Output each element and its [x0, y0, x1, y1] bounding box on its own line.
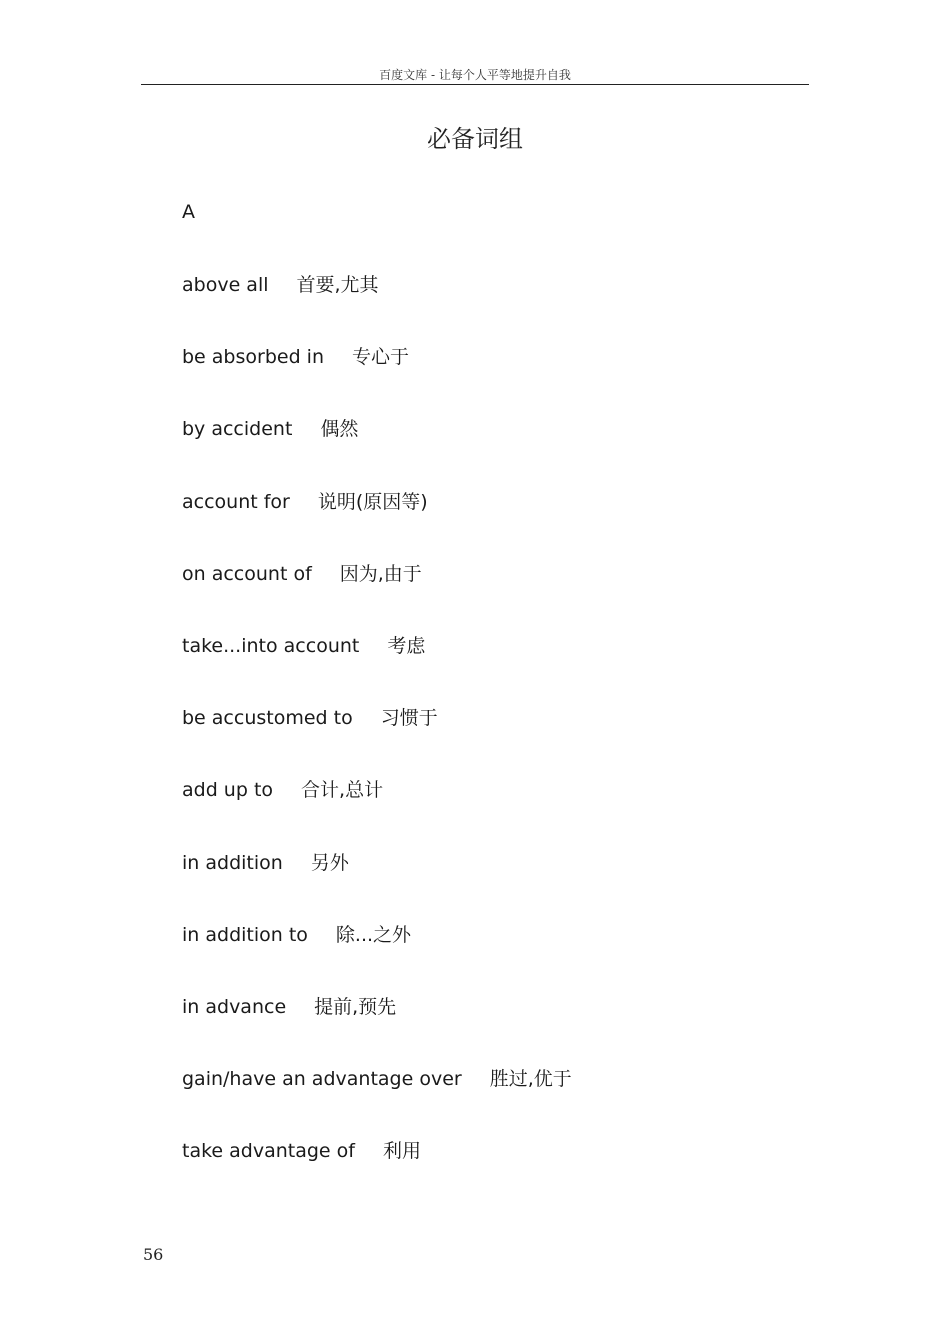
list-item [182, 922, 572, 994]
list-item [182, 561, 572, 633]
phrase-text: take advantage of [182, 1140, 355, 1163]
phrase-list [182, 272, 572, 1210]
phrase-text: in addition to [182, 923, 308, 946]
phrase-meaning: 除...之外 [335, 923, 412, 946]
phrase-meaning: 专心于 [352, 346, 410, 369]
phrase-text: by accident [182, 418, 293, 441]
phrase-text: in advance [182, 995, 287, 1018]
phrase-meaning: 说明(原因等) [317, 490, 428, 513]
phrase-text: be absorbed in [182, 346, 324, 369]
phrase-meaning: 利用 [382, 1140, 421, 1163]
phrase-meaning: 另外 [310, 851, 349, 874]
list-item [182, 416, 572, 488]
list-item [182, 777, 572, 849]
phrase-text: account for [182, 490, 290, 513]
list-item [182, 1066, 572, 1138]
list-item [182, 850, 572, 922]
page-number: 56 [143, 1245, 164, 1264]
phrase-text: above all [182, 274, 269, 296]
phrase-text: gain/have an advantage over [182, 1068, 462, 1091]
list-item [182, 633, 572, 705]
phrase-text: in addition [182, 851, 283, 874]
list-item [182, 994, 572, 1066]
phrase-meaning: 偶然 [320, 418, 359, 441]
phrase-meaning: 胜过,优于 [489, 1068, 572, 1091]
phrase-meaning: 提前,预先 [314, 995, 397, 1018]
phrase-meaning: 习惯于 [380, 707, 438, 730]
page-title: 必备词组 [427, 125, 523, 153]
phrase-meaning: 合计,总计 [301, 779, 384, 802]
phrase-meaning: 首要,尤其 [296, 274, 379, 296]
phrase-meaning: 因为,由于 [339, 562, 422, 585]
section-letter: A [182, 201, 195, 223]
phrase-meaning: 考虑 [387, 634, 426, 657]
list-item [182, 489, 572, 561]
phrase-text: be accustomed to [182, 707, 353, 730]
phrase-text: add up to [182, 779, 274, 802]
list-item [182, 272, 572, 344]
phrase-text: take...into account [182, 634, 360, 657]
list-item [182, 705, 572, 777]
list-item [182, 1138, 572, 1210]
phrase-text: on account of [182, 562, 312, 585]
header-text: 百度文库 - 让每个人平等地提升自我 [379, 68, 571, 82]
list-item [182, 344, 572, 416]
page-header [141, 66, 809, 85]
